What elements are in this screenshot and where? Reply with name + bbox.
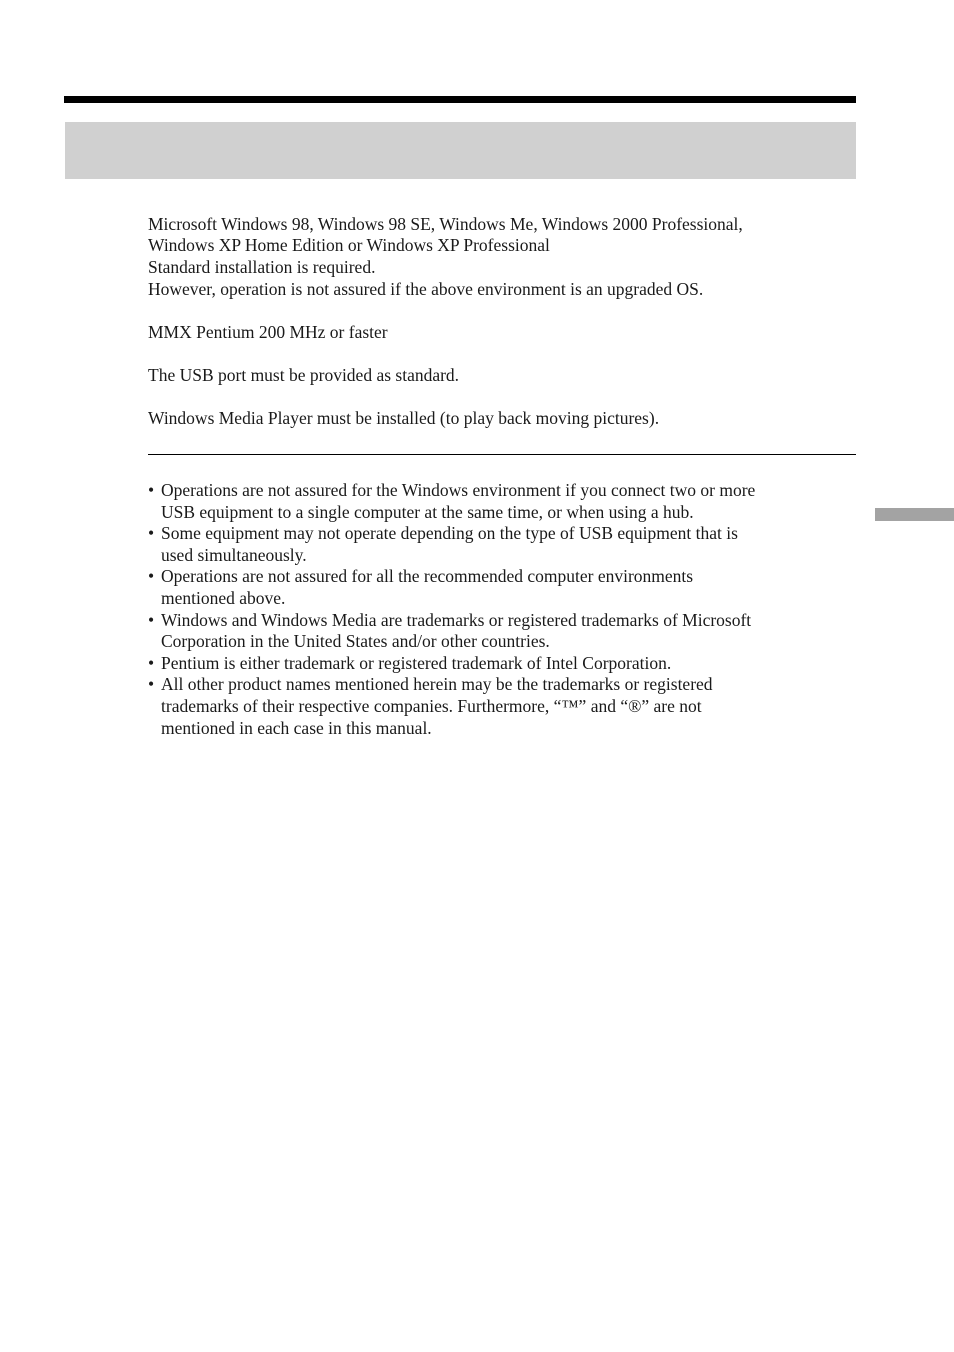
note-line: USB equipment to a single computer at the same time, or when using a hub. (161, 501, 694, 522)
title-band (65, 122, 856, 179)
bullet: • (148, 674, 155, 695)
bullet: • (148, 566, 155, 587)
cpu-requirement: MMX Pentium 200 MHz or faster (148, 322, 388, 342)
bullet: • (148, 480, 155, 500)
note-line: Some equipment may not operate depending on the type of USB equipment that is (161, 523, 738, 544)
note-item (148, 653, 860, 675)
note-line: mentioned above. (161, 587, 286, 608)
side-tab-marker (875, 508, 954, 521)
top-rule (64, 96, 856, 103)
note-item (148, 674, 860, 739)
note-line: Operations are not assured for all the recommended computer environments (161, 566, 694, 587)
note-line: Operations are not assured for the Windows environment if you connect two or more (161, 480, 756, 500)
note-line: mentioned in each case in this manual. (161, 717, 432, 738)
os-requirement-line-2: Windows XP Home Edition or Windows XP Professional (148, 235, 550, 255)
note-item (148, 480, 860, 523)
note-item (148, 610, 860, 653)
note-line: used simultaneously. (161, 544, 307, 565)
note-line: Corporation in the United States and/or other countries. (161, 631, 550, 652)
os-requirement-line-1: Microsoft Windows 98, Windows 98 SE, Windows Me, Windows 2000 Professional, (148, 214, 743, 234)
note-line: All other product names mentioned herein may be the trademarks or registered (161, 674, 713, 695)
note-line: trademarks of their respective companies. Furthermore, “™” and “®” are not (161, 695, 702, 716)
note-item (148, 566, 860, 609)
bullet: • (148, 652, 155, 673)
os-requirement-line-4: However, operation is not assured if the above environment is an upgraded OS. (148, 279, 704, 299)
usb-requirement: The USB port must be provided as standard. (148, 365, 460, 385)
note-line: Pentium is either trademark or registered trademark of Intel Corporation. (161, 652, 672, 673)
os-requirement-line-3: Standard installation is required. (148, 257, 376, 277)
note-item (148, 523, 860, 566)
media-player-requirement: Windows Media Player must be installed (to play back moving pictures). (148, 408, 660, 428)
section-divider (148, 454, 856, 455)
notes-list (148, 480, 860, 739)
bullet: • (148, 523, 155, 544)
bullet: • (148, 609, 155, 630)
note-line: Windows and Windows Media are trademarks or registered trademarks of Microsoft (161, 609, 752, 630)
